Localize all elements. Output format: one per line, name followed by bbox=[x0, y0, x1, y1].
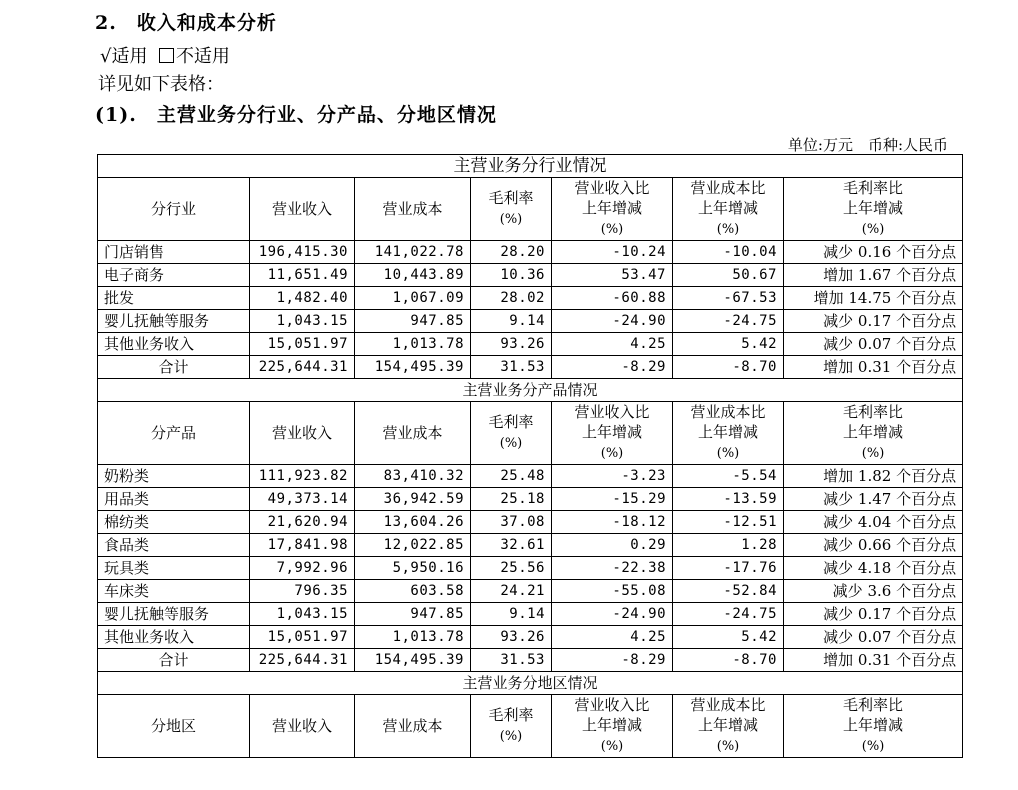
value-cell: 154,495.39 bbox=[355, 649, 471, 672]
column-header bbox=[784, 695, 963, 758]
value-cell: 1,043.15 bbox=[250, 310, 355, 333]
row-label-cell: 玩具类 bbox=[98, 557, 250, 580]
column-header-unit: (%) bbox=[499, 729, 523, 744]
row-label-cell: 合计 bbox=[98, 649, 250, 672]
table-row bbox=[98, 534, 963, 557]
value-cell: 21,620.94 bbox=[250, 511, 355, 534]
column-header bbox=[98, 402, 250, 465]
column-header-label: 营业成本比 上年增减 bbox=[690, 403, 766, 441]
column-header-label: 营业收入 bbox=[271, 200, 332, 218]
value-cell: 53.47 bbox=[552, 264, 673, 287]
value-cell: 减少 0.66 个百分点 bbox=[784, 534, 963, 557]
value-cell: -24.75 bbox=[673, 310, 784, 333]
value-cell: 1,067.09 bbox=[355, 287, 471, 310]
value-cell: 11,651.49 bbox=[250, 264, 355, 287]
table-row bbox=[98, 580, 963, 603]
column-header bbox=[250, 178, 355, 241]
column-header bbox=[552, 695, 673, 758]
value-cell: 49,373.14 bbox=[250, 488, 355, 511]
table-section-title-row bbox=[98, 155, 963, 178]
value-cell: -8.70 bbox=[673, 356, 784, 379]
value-cell: 减少 0.07 个百分点 bbox=[784, 626, 963, 649]
not-applicable-label: 不适用 bbox=[175, 46, 230, 67]
row-label-cell: 婴儿抚触等服务 bbox=[98, 310, 250, 333]
value-cell: -24.90 bbox=[552, 603, 673, 626]
value-cell: 1,013.78 bbox=[355, 333, 471, 356]
value-cell: 28.02 bbox=[471, 287, 552, 310]
value-cell: 15,051.97 bbox=[250, 333, 355, 356]
column-header-unit: (%) bbox=[499, 212, 523, 227]
table-header-row bbox=[98, 695, 963, 758]
column-header-label: 毛利率比 上年增减 bbox=[843, 403, 904, 441]
column-header-unit: (%) bbox=[600, 739, 624, 754]
column-header bbox=[673, 178, 784, 241]
value-cell: 947.85 bbox=[355, 603, 471, 626]
value-cell: 减少 0.17 个百分点 bbox=[784, 603, 963, 626]
column-header bbox=[673, 695, 784, 758]
column-header bbox=[98, 695, 250, 758]
column-header bbox=[98, 178, 250, 241]
value-cell: -8.29 bbox=[552, 356, 673, 379]
column-header-label: 毛利率 bbox=[488, 189, 534, 207]
table-row bbox=[98, 488, 963, 511]
value-cell: 32.61 bbox=[471, 534, 552, 557]
value-cell: 减少 1.47 个百分点 bbox=[784, 488, 963, 511]
row-label-cell: 用品类 bbox=[98, 488, 250, 511]
unit-note: 单位:万元 币种:人民币 bbox=[787, 136, 948, 154]
row-label-cell: 合计 bbox=[98, 356, 250, 379]
value-cell: -22.38 bbox=[552, 557, 673, 580]
column-header bbox=[784, 178, 963, 241]
value-cell: -8.29 bbox=[552, 649, 673, 672]
table-section-title-row bbox=[98, 379, 963, 402]
value-cell: 31.53 bbox=[471, 356, 552, 379]
column-header-label: 营业收入比 上年增减 bbox=[574, 403, 650, 441]
value-cell: -67.53 bbox=[673, 287, 784, 310]
applicability-options bbox=[100, 42, 230, 68]
value-cell: 减少 4.04 个百分点 bbox=[784, 511, 963, 534]
value-cell: 603.58 bbox=[355, 580, 471, 603]
applicable-label: 适用 bbox=[111, 46, 148, 67]
value-cell: 5.42 bbox=[673, 626, 784, 649]
row-label-cell: 门店销售 bbox=[98, 241, 250, 264]
value-cell: -12.51 bbox=[673, 511, 784, 534]
row-label-cell: 车床类 bbox=[98, 580, 250, 603]
detail-text: 详见如下表格： bbox=[98, 74, 224, 95]
table-row bbox=[98, 264, 963, 287]
row-label-cell: 其他业务收入 bbox=[98, 626, 250, 649]
column-header-label: 毛利率 bbox=[488, 706, 534, 724]
value-cell: 减少 0.16 个百分点 bbox=[784, 241, 963, 264]
value-cell: 1,043.15 bbox=[250, 603, 355, 626]
empty-checkbox-icon bbox=[159, 48, 174, 63]
column-header bbox=[673, 402, 784, 465]
value-cell: -24.90 bbox=[552, 310, 673, 333]
column-header-unit: (%) bbox=[861, 446, 885, 461]
column-header-unit: (%) bbox=[861, 222, 885, 237]
table-row bbox=[98, 310, 963, 333]
value-cell: -3.23 bbox=[552, 465, 673, 488]
value-cell: 5.42 bbox=[673, 333, 784, 356]
table-row bbox=[98, 649, 963, 672]
column-header-label: 分地区 bbox=[150, 717, 196, 735]
column-header-unit: (%) bbox=[716, 739, 740, 754]
column-header-unit: (%) bbox=[716, 446, 740, 461]
value-cell: 4.25 bbox=[552, 333, 673, 356]
value-cell: 93.26 bbox=[471, 333, 552, 356]
column-header bbox=[355, 402, 471, 465]
table-row bbox=[98, 333, 963, 356]
value-cell: 增加 0.31 个百分点 bbox=[784, 649, 963, 672]
value-cell: 减少 0.07 个百分点 bbox=[784, 333, 963, 356]
value-cell: 93.26 bbox=[471, 626, 552, 649]
value-cell: 37.08 bbox=[471, 511, 552, 534]
column-header-label: 营业成本比 上年增减 bbox=[690, 179, 766, 217]
value-cell: 增加 14.75 个百分点 bbox=[784, 287, 963, 310]
value-cell: -52.84 bbox=[673, 580, 784, 603]
value-cell: 31.53 bbox=[471, 649, 552, 672]
value-cell: -10.24 bbox=[552, 241, 673, 264]
value-cell: -60.88 bbox=[552, 287, 673, 310]
value-cell: 增加 1.82 个百分点 bbox=[784, 465, 963, 488]
checkmark-icon: √ bbox=[100, 46, 112, 67]
value-cell: 25.56 bbox=[471, 557, 552, 580]
table-row bbox=[98, 626, 963, 649]
value-cell: -17.76 bbox=[673, 557, 784, 580]
row-label-cell: 婴儿抚触等服务 bbox=[98, 603, 250, 626]
value-cell: -5.54 bbox=[673, 465, 784, 488]
value-cell: -15.29 bbox=[552, 488, 673, 511]
value-cell: 154,495.39 bbox=[355, 356, 471, 379]
column-header-label: 分产品 bbox=[150, 424, 196, 442]
row-label-cell: 其他业务收入 bbox=[98, 333, 250, 356]
revenue-cost-table bbox=[97, 154, 963, 758]
table-header-row bbox=[98, 402, 963, 465]
value-cell: 4.25 bbox=[552, 626, 673, 649]
section-title: 2. 收入和成本分析 bbox=[95, 12, 277, 34]
column-header-label: 营业收入 bbox=[271, 424, 332, 442]
column-header-label: 营业成本 bbox=[382, 424, 443, 442]
column-header-label: 营业成本 bbox=[382, 717, 443, 735]
value-cell: 196,415.30 bbox=[250, 241, 355, 264]
value-cell: 25.18 bbox=[471, 488, 552, 511]
column-header-unit: (%) bbox=[600, 222, 624, 237]
value-cell: 111,923.82 bbox=[250, 465, 355, 488]
value-cell: 减少 0.17 个百分点 bbox=[784, 310, 963, 333]
value-cell: 1,482.40 bbox=[250, 287, 355, 310]
value-cell: -55.08 bbox=[552, 580, 673, 603]
table-row bbox=[98, 557, 963, 580]
value-cell: 9.14 bbox=[471, 310, 552, 333]
column-header-unit: (%) bbox=[499, 436, 523, 451]
column-header-label: 营业收入比 上年增减 bbox=[574, 179, 650, 217]
table-row bbox=[98, 511, 963, 534]
column-header-label: 营业收入 bbox=[271, 717, 332, 735]
column-header-label: 毛利率比 上年增减 bbox=[843, 179, 904, 217]
value-cell: -18.12 bbox=[552, 511, 673, 534]
column-header bbox=[784, 402, 963, 465]
value-cell: 1.28 bbox=[673, 534, 784, 557]
table-row bbox=[98, 356, 963, 379]
value-cell: 1,013.78 bbox=[355, 626, 471, 649]
column-header-label: 毛利率比 上年增减 bbox=[843, 696, 904, 734]
value-cell: 13,604.26 bbox=[355, 511, 471, 534]
table-section-title-row bbox=[98, 672, 963, 695]
column-header bbox=[552, 178, 673, 241]
column-header bbox=[250, 402, 355, 465]
value-cell: 10.36 bbox=[471, 264, 552, 287]
column-header-unit: (%) bbox=[600, 446, 624, 461]
column-header-unit: (%) bbox=[861, 739, 885, 754]
table-row bbox=[98, 465, 963, 488]
column-header-label: 分行业 bbox=[150, 200, 196, 218]
row-label-cell: 批发 bbox=[98, 287, 250, 310]
value-cell: 225,644.31 bbox=[250, 356, 355, 379]
value-cell: 25.48 bbox=[471, 465, 552, 488]
column-header-label: 营业收入比 上年增减 bbox=[574, 696, 650, 734]
value-cell: 225,644.31 bbox=[250, 649, 355, 672]
column-header-unit: (%) bbox=[716, 222, 740, 237]
column-header bbox=[552, 402, 673, 465]
column-header bbox=[471, 695, 552, 758]
value-cell: 增加 0.31 个百分点 bbox=[784, 356, 963, 379]
value-cell: 9.14 bbox=[471, 603, 552, 626]
value-cell: 10,443.89 bbox=[355, 264, 471, 287]
value-cell: -8.70 bbox=[673, 649, 784, 672]
column-header bbox=[355, 695, 471, 758]
table-row bbox=[98, 287, 963, 310]
subsection-title: (1). 主营业务分行业、分产品、分地区情况 bbox=[95, 104, 497, 126]
column-header bbox=[355, 178, 471, 241]
value-cell: 减少 4.18 个百分点 bbox=[784, 557, 963, 580]
value-cell: 28.20 bbox=[471, 241, 552, 264]
table-header-row bbox=[98, 178, 963, 241]
table-section-title: 主营业务分产品情况 bbox=[98, 379, 963, 402]
value-cell: 24.21 bbox=[471, 580, 552, 603]
value-cell: 83,410.32 bbox=[355, 465, 471, 488]
value-cell: 增加 1.67 个百分点 bbox=[784, 264, 963, 287]
table-row bbox=[98, 241, 963, 264]
column-header bbox=[471, 402, 552, 465]
column-header bbox=[250, 695, 355, 758]
table-row bbox=[98, 603, 963, 626]
value-cell: 50.67 bbox=[673, 264, 784, 287]
column-header bbox=[471, 178, 552, 241]
value-cell: -10.04 bbox=[673, 241, 784, 264]
value-cell: 796.35 bbox=[250, 580, 355, 603]
value-cell: 5,950.16 bbox=[355, 557, 471, 580]
row-label-cell: 电子商务 bbox=[98, 264, 250, 287]
value-cell: 947.85 bbox=[355, 310, 471, 333]
column-header-label: 营业成本比 上年增减 bbox=[690, 696, 766, 734]
row-label-cell: 食品类 bbox=[98, 534, 250, 557]
value-cell: 36,942.59 bbox=[355, 488, 471, 511]
value-cell: 0.29 bbox=[552, 534, 673, 557]
value-cell: -13.59 bbox=[673, 488, 784, 511]
row-label-cell: 棉纺类 bbox=[98, 511, 250, 534]
value-cell: -24.75 bbox=[673, 603, 784, 626]
value-cell: 12,022.85 bbox=[355, 534, 471, 557]
column-header-label: 营业成本 bbox=[382, 200, 443, 218]
value-cell: 减少 3.6 个百分点 bbox=[784, 580, 963, 603]
column-header-label: 毛利率 bbox=[488, 413, 534, 431]
value-cell: 7,992.96 bbox=[250, 557, 355, 580]
value-cell: 17,841.98 bbox=[250, 534, 355, 557]
table-section-title: 主营业务分地区情况 bbox=[98, 672, 963, 695]
table-section-title: 主营业务分行业情况 bbox=[98, 155, 963, 178]
row-label-cell: 奶粉类 bbox=[98, 465, 250, 488]
value-cell: 15,051.97 bbox=[250, 626, 355, 649]
value-cell: 141,022.78 bbox=[355, 241, 471, 264]
